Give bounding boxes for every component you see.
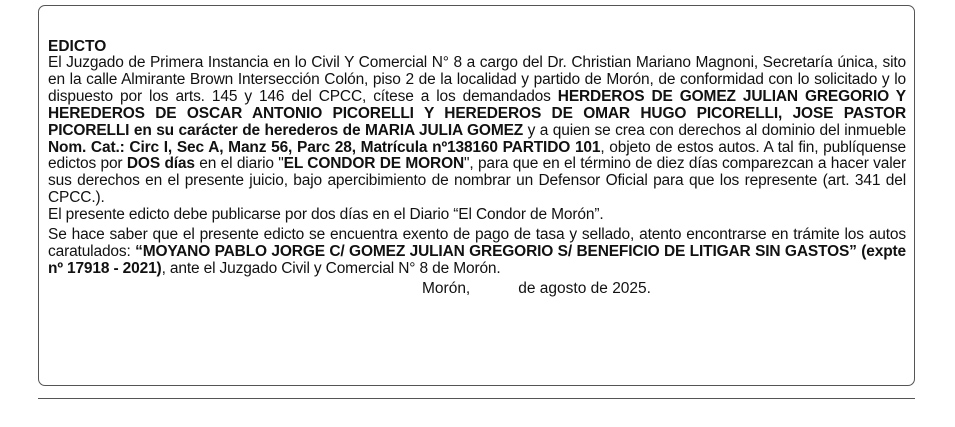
defendants: HERDEROS DE GOMEZ JULIAN GREGORIO Y HEREDEROS DE OSCAR ANTONIO PICORELLI Y HEREDEROS DE OMAR HUGO PICORELLI, JOSE PASTOR PICORELLI en su carácter de herederos de MARIA JULIA GOMEZ <box>48 87 906 139</box>
exemption-text-1: Se hace saber que el presente edicto se encuentra exento de pago de tasa y sellado, atento encontrarse en trámite los autos caratulados: <box>48 226 906 260</box>
body-text-2: y a quien se crea con derechos al dominio del inmueble <box>523 121 906 139</box>
body-text-5: ", para que en el término de diez días comparezcan a hacer valer sus derechos en el presente juicio, bajo apercibimiento de nombrar un Defensor Oficial para que los represente (art. 341 del CPCC.). <box>48 155 907 207</box>
publication-days: DOS días <box>126 155 195 173</box>
body-text-4: en el diario " <box>194 155 284 173</box>
place: Morón, <box>422 279 471 297</box>
newspaper-name: EL CONDOR DE MORON <box>283 155 465 173</box>
date: de agosto de 2025. <box>518 279 651 297</box>
exemption-paragraph <box>48 227 906 278</box>
exemption-text-2: , ante el Juzgado Civil y Comercial N° 8 de Morón. <box>161 259 501 277</box>
signature-line <box>48 280 906 297</box>
case-caption: “MOYANO PABLO JORGE C/ GOMEZ JULIAN GREGORIO S/ BENEFICIO DE LITIGAR SIN GASTOS” (expte nº 17918 - 2021) <box>48 242 907 277</box>
edict-title: EDICTO <box>48 38 107 55</box>
body-text-3: , objeto de estos autos. A tal fin, publíquense edictos por <box>48 138 906 173</box>
property-cadastre: Nom. Cat.: Circ I, Sec A, Manz 56, Parc 28, Matrícula nº138160 PARTIDO 101 <box>48 138 601 156</box>
bottom-divider <box>38 398 915 399</box>
edict-box <box>38 5 915 386</box>
edict-body <box>48 55 906 207</box>
body-text-1: El Juzgado de Primera Instancia en lo Civil Y Comercial N° 8 a cargo del Dr. Christian Mariano Magnoni, Secretaría única, sito en la calle Almirante Brown Intersección Colón, piso 2 de la localidad y partido de Morón, de conformidad con lo solicitado y lo dispuesto por los arts. 145 y 146 del CPCC, cítese a los demandados <box>48 54 906 105</box>
publish-note: El presente edicto debe publicarse por dos días en el Diario “El Condor de Morón”. <box>48 206 604 224</box>
